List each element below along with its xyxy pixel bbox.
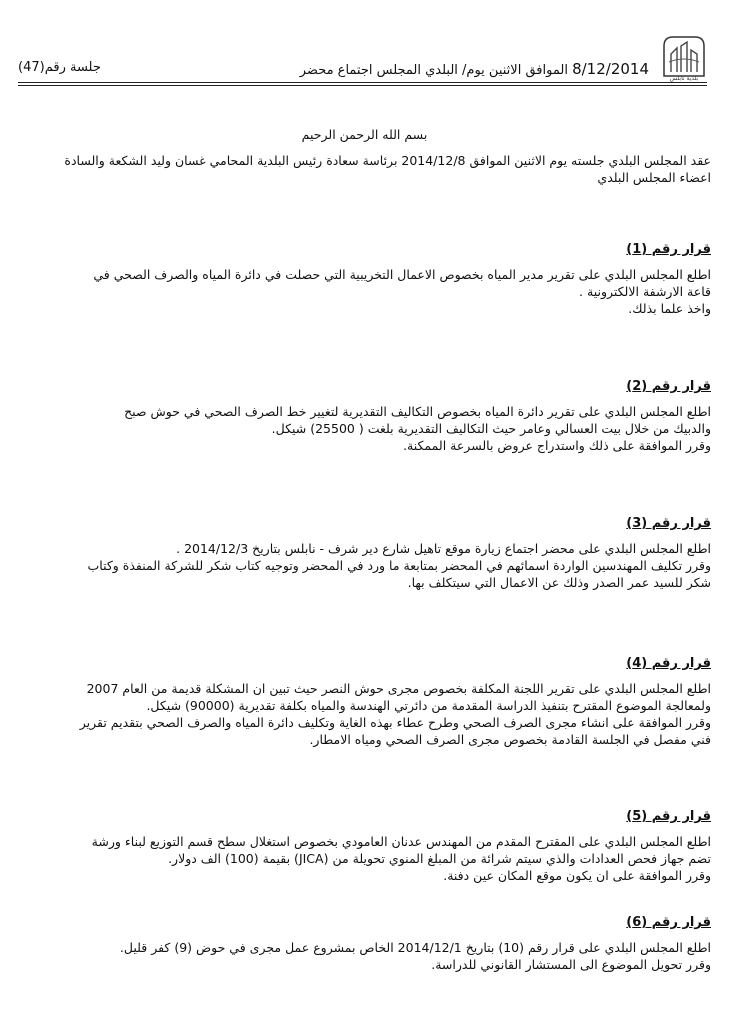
- decision-line: والدبيك من خلال بيت العسالي وعامر حيث التكاليف التقديرية بلغت ( 25500) شيكل.: [271, 421, 711, 436]
- decision-line: شكر للسيد عمر الصدر وذلك عن الاعمال التي سيتكلف بها.: [407, 575, 711, 590]
- decision-title: قرار رقم (3): [626, 516, 711, 531]
- decision-title: قرار رقم (6): [626, 915, 711, 930]
- decision-line: ولمعالجة الموضوع المقترح بتنفيذ الدراسة المقدمة من دائرتي الهندسة والمياه بكلفة تقديرية (90000) شيكل.: [146, 698, 711, 713]
- decision-line: اطلع المجلس البلدي على تقرير اللجنة المكلفة بخصوص مجرى حوش النصر حيث تبين ان المشكلة قديمة من العام 2007: [86, 681, 711, 696]
- decision-title: قرار رقم (5): [626, 809, 711, 824]
- decision-6: [20, 914, 711, 973]
- decision-line: واخذ علما بذلك.: [628, 301, 711, 316]
- header-session-number: جلسة رقم(47): [18, 60, 101, 75]
- decision-title: قرار رقم (4): [626, 656, 711, 671]
- decision-2: [20, 378, 711, 454]
- decision-title: قرار رقم (2): [626, 379, 711, 394]
- decision-line: اطلع المجلس البلدي على محضر اجتماع زيارة موقع تاهيل شارع دير شرف - نابلس بتاريخ 2014/12/3 .: [176, 541, 711, 556]
- header-divider: [18, 82, 707, 86]
- decision-3: [20, 515, 711, 591]
- decision-line: اطلع المجلس البلدي على قرار رقم (10) بتاريخ 2014/12/1 الخاص بمشروع عمل مجرى في حوض (9) كفر قليل.: [119, 940, 711, 955]
- decision-1: [20, 241, 711, 317]
- decision-line: وقرر الموافقة على ذلك واستدراج عروض بالسرعة الممكنة.: [403, 438, 711, 453]
- decision-4: [20, 655, 711, 748]
- basmala: بسم الله الرحمن الرحيم: [301, 127, 428, 142]
- decision-line: اطلع المجلس البلدي على تقرير دائرة المياه بخصوص التكاليف التقديرية لتغيير خط الصرف الصحي في حوش صبح: [124, 404, 711, 419]
- decision-line: وقرر الموافقة على ان يكون موقع المكان عين دفنة.: [443, 868, 711, 883]
- logo-text: بلدية نابلس: [669, 75, 699, 82]
- header-date: 8/12/2014: [572, 60, 649, 78]
- header-meeting-text: الموافق الاثنين يوم/ البلدي المجلس اجتماع محضر: [299, 63, 568, 78]
- intro-paragraph: [20, 152, 711, 186]
- page-header: [18, 54, 709, 84]
- decision-line: وقرر تكليف المهندسين الواردة اسمائهم في المحضر بمتابعة ما ورد في المحضر وتوجيه كتاب شكر للشركة المنفذة وكتاب: [87, 558, 711, 573]
- intro-line: عقد المجلس البلدي جلسته يوم الاثنين الموافق 2014/12/8 برئاسة سعادة رئيس البلدية المحامي غسان وليد الشكعة والسادة: [64, 153, 711, 168]
- decision-line: قاعة الارشفة الالكترونية .: [579, 284, 711, 299]
- decision-line: وقرر تحويل الموضوع الى المستشار القانوني للدراسة.: [431, 957, 711, 972]
- decision-line: اطلع المجلس البلدي على تقرير مدير المياه بخصوص الاعمال التخريبية التي حصلت في دائرة المياه والصرف الصحي في: [93, 267, 711, 282]
- decision-line: وقرر الموافقة على انشاء مجرى الصرف الصحي وطرح عطاء بهذه الغاية وتكليف دائرة المياه والصرف الصحي بتقديم تقرير: [79, 715, 711, 730]
- intro-line: اعضاء المجلس البلدي: [597, 170, 711, 185]
- decision-line: اطلع المجلس البلدي على المقترح المقدم من المهندس عدنان العامودي بخصوص استغلال سطح قسم التوزيع لبناء ورشة: [91, 834, 711, 849]
- decision-line: تضم جهاز فحص العدادات والذي سيتم شرائة من المبلغ المنوي تحويلة من (JICA) بقيمة (100) الف دولار.: [168, 851, 711, 866]
- decision-5: [20, 808, 711, 884]
- decision-title: قرار رقم (1): [626, 242, 711, 257]
- header-meeting-info: [300, 60, 649, 78]
- decision-line: فني مفصل في الجلسة القادمة بخصوص مجرى الصرف الصحي ومياه الامطار.: [309, 732, 711, 747]
